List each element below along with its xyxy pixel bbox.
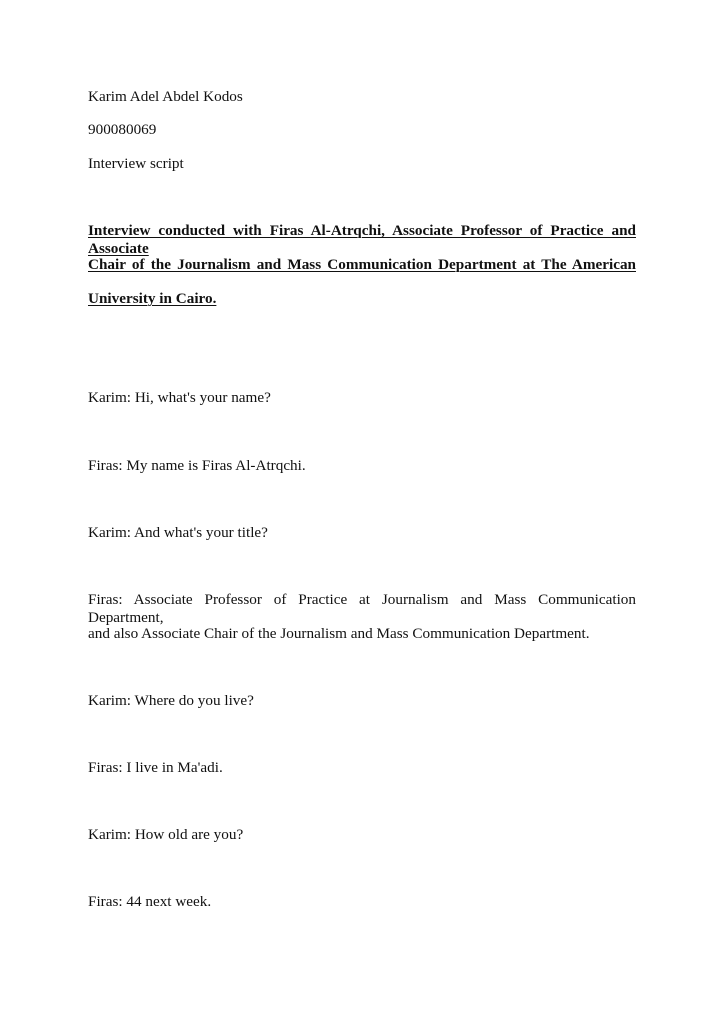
heading-line-2: Chair of the Journalism and Mass Communication Department at The American — [88, 256, 636, 273]
student-id: 900080069 — [88, 121, 157, 138]
answer-title-line-2: and also Associate Chair of the Journalism and Mass Communication Department. — [88, 625, 590, 642]
answer-age: Firas: 44 next week. — [88, 893, 212, 910]
document-type: Interview script — [88, 155, 184, 172]
heading-line-1: Interview conducted with Firas Al-Atrqchi, Associate Professor of Practice and Associate — [88, 222, 636, 257]
question-title: Karim: And what's your title? — [88, 524, 268, 541]
answer-residence: Firas: I live in Ma'adi. — [88, 759, 223, 776]
answer-title-line-1: Firas: Associate Professor of Practice at Journalism and Mass Communication Department, — [88, 591, 636, 626]
question-residence: Karim: Where do you live? — [88, 692, 254, 709]
author-name: Karim Adel Abdel Kodos — [88, 88, 243, 105]
question-age: Karim: How old are you? — [88, 826, 244, 843]
heading-line-3: University in Cairo. — [88, 290, 217, 307]
answer-name: Firas: My name is Firas Al-Atrqchi. — [88, 457, 306, 474]
question-name: Karim: Hi, what's your name? — [88, 389, 271, 406]
